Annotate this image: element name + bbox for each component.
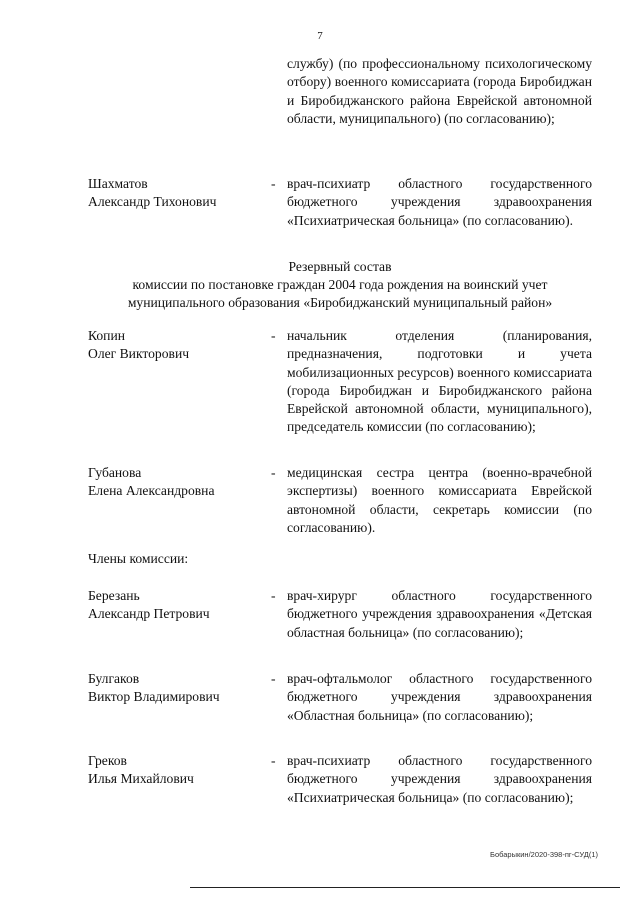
member-given-names: Виктор Владимирович (88, 689, 220, 705)
member-surname: Булгаков (88, 671, 140, 686)
member-name (88, 587, 268, 624)
reserve-heading-line-2: комиссии по постановке граждан 2004 года рождения на воинский учет (132, 277, 548, 292)
member-description: врач-психиатр областного государственного бюджетного учреждения здравоохранения «Психиатрическая больница» (по согласованию). (287, 176, 592, 228)
entry-dash: - (271, 588, 276, 603)
bottom-rule (190, 887, 620, 888)
member-description: начальник отделения (планирования, предназначения, подготовки и учета мобилизационных ресурсов) военного комиссариата (города Биробиджан и Биробиджанского района Еврейской автономной области, муниципального), председатель комиссии (по согласованию); (287, 328, 592, 435)
member-name (88, 327, 268, 364)
member-given-names: Александр Петрович (88, 606, 210, 622)
member-given-names: Олег Викторович (88, 346, 190, 362)
member-given-names: Елена Александровна (88, 483, 215, 499)
member-name (88, 752, 268, 789)
member-surname: Шахматов (88, 176, 148, 191)
entry-dash: - (271, 753, 276, 768)
member-surname: Копин (88, 328, 126, 343)
member-description: врач-психиатр областного государственного бюджетного учреждения здравоохранения «Психиатрическая больница» (по согласованию); (287, 753, 592, 805)
entry-dash: - (271, 176, 276, 191)
member-name (88, 175, 268, 212)
entry-dash: - (271, 328, 276, 343)
member-given-names: Илья Михайлович (88, 771, 194, 787)
member-surname: Губанова (88, 465, 142, 480)
member-name (88, 670, 268, 707)
member-name (88, 464, 268, 501)
member-description: врач-хирург областного государственного бюджетного учреждения здравоохранения «Детская областная больница» (по согласованию); (287, 588, 592, 640)
reserve-heading-title: Резервный состав (288, 259, 392, 274)
reserve-heading-line-3: муниципального образования «Биробиджанский муниципальный район» (127, 295, 553, 310)
member-given-names: Александр Тихонович (88, 194, 217, 210)
entry-dash: - (271, 465, 276, 480)
document-code: Бобарыкин/2020-398-пг-СУД(1) (490, 850, 598, 859)
page-number: 7 (317, 30, 323, 42)
member-description: медицинская сестра центра (военно-врачебной экспертизы) военного комиссариата Еврейской автономной области, секретарь комиссии (по согласованию). (287, 465, 592, 535)
entry-dash: - (271, 671, 276, 686)
continuation-paragraph: службу) (по профессиональному психологическому отбору) военного комиссариата (города Биробиджан и Биробиджанского района Еврейской автономной области, муниципального) (по согласованию); (287, 56, 592, 126)
member-surname: Греков (88, 753, 127, 768)
members-label: Члены комиссии: (88, 551, 189, 566)
member-description: врач-офтальмолог областного государственного бюджетного учреждения здравоохранения «Областная больница» (по согласованию); (287, 671, 592, 723)
member-surname: Березань (88, 588, 140, 603)
